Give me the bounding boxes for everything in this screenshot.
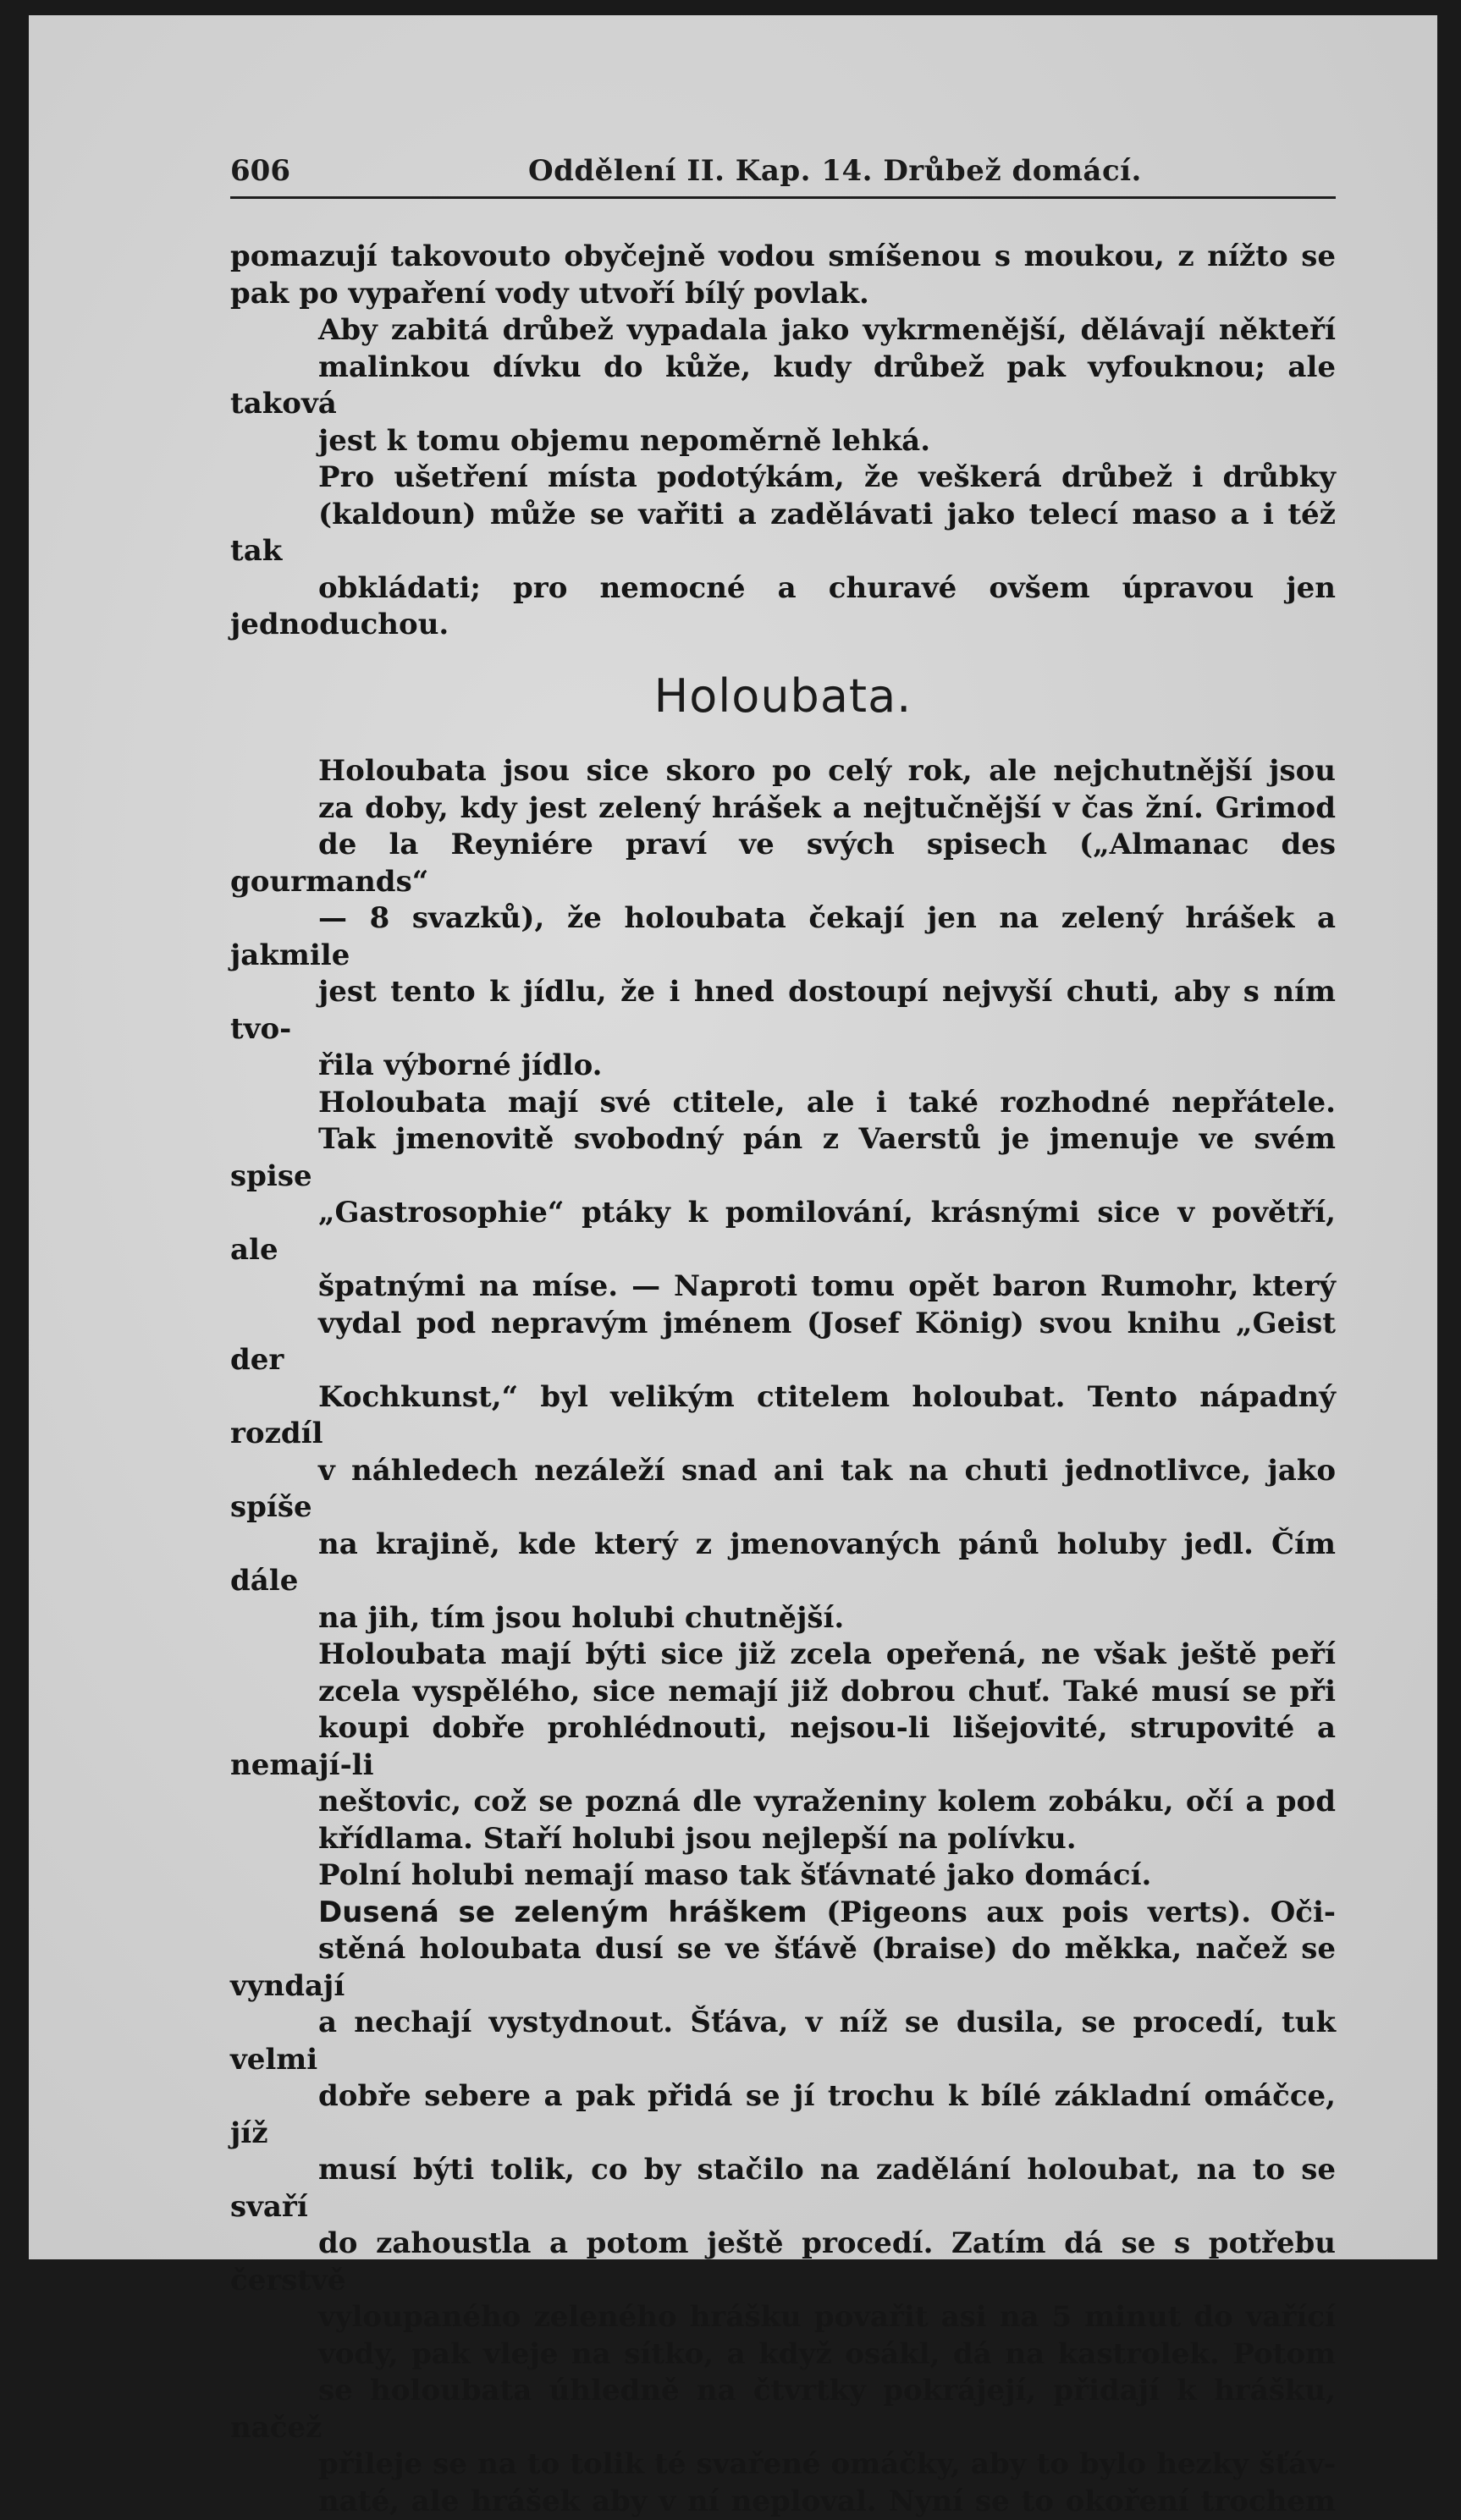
text-line: křídlama. Staří holubi jsou nejlepší na polívku. [230,1821,1336,1858]
text-line: pak po vypaření vody utvoří bílý povlak. [230,276,1336,313]
text-line: do zahoustla a potom ještě procedí. Zatím dá se s potřebu čerstvě [230,2226,1336,2299]
paragraph [230,1085,1336,1637]
text-line: Tak jmenovitě svobodný pán z Vaerstů je jmenuje ve svém spise [230,1121,1336,1195]
text-line: naté, ale hrášek aby v ní neploval. Nyní se to okoření trochem [230,2484,1336,2520]
recipe-title: Dusená se zeleným hráškem [318,1896,808,1929]
recipe-first-line [230,1895,1336,1932]
text-line: „Gastrosophie“ ptáky k pomilování, krásnými sice v povětří, ale [230,1195,1336,1268]
text-line: na jih, tím jsou holubi chutnější. [230,1600,1336,1637]
text-line: — 8 svazků), že holoubata čekají jen na zelený hrášek a jakmile [230,900,1336,974]
text-line: řila výborné jídlo. [230,1048,1336,1085]
text-line: koupi dobře prohlédnouti, nejsou-li lišejovité, strupovité a nemají-li [230,1710,1336,1784]
text-line: zcela vyspělého, sice nemají již dobrou chuť. Také musí se při [230,1674,1336,1711]
text-line: přileje se na to tolik té svařené omáčky, aby to bylo hezky šťáv- [230,2446,1336,2484]
text-line: vody, pak vleje na sítko, a když osákl, dá na kastrolek. Potom [230,2336,1336,2374]
text-line: obkládati; pro nemocné a churavé ovšem úpravou jen jednoduchou. [230,570,1336,644]
text-line: de la Reyniére praví ve svých spisech („Almanac des gourmands“ [230,827,1336,900]
text-line: špatnými na míse. — Naproti tomu opět baron Rumohr, který [230,1268,1336,1306]
text-line: Holoubata jsou sice skoro po celý rok, ale nejchutnější jsou [230,753,1336,790]
text-line: Holoubata mají býti sice již zcela opeřená, ne však ještě peří [230,1637,1336,1674]
text-line: stěná holoubata dusí se ve šťávě (braise) do měkka, načež se vyndají [230,1931,1336,2005]
paragraph [230,1857,1336,1895]
text-line: na krajině, kde který z jmenovaných pánů holuby jedl. Čím dále [230,1527,1336,1600]
recipe-paragraph [230,1895,1336,2520]
text-line: Holoubata mají své ctitele, ale i také rozhodné nepřátele. [230,1085,1336,1122]
text-line: Pro ušetření místa podotýkám, že veškerá drůbež i drůbky [230,459,1336,497]
page-number: 606 [230,154,290,188]
text-line: neštovic, což se pozná dle vyraženiny kolem zobáku, očí a pod [230,1784,1336,1821]
paragraph [230,459,1336,644]
section-title: Holoubata. [230,678,1336,715]
running-head: Oddělení II. Kap. 14. Drůbež domácí. [528,154,1142,188]
paragraph [230,753,1336,1085]
text-line: Polní holubi nemají maso tak šťávnaté jako domácí. [230,1857,1336,1895]
text-line: dobře sebere a pak přidá se jí trochu k bílé základní omáčce, jíž [230,2078,1336,2152]
text-line: se holoubata úhledně na čtvrtky pokrájejí, přidají k hrášku, načež [230,2373,1336,2446]
intro-paragraphs [230,239,1336,644]
recipe-lines [230,1931,1336,2520]
text-line: jest tento k jídlu, že i hned dostoupí nejvyší chuti, aby s ním tvo- [230,974,1336,1048]
text-line: malinkou dívku do kůže, kudy drůbež pak vyfouknou; ale taková [230,349,1336,423]
text-line: vydal pod nepravým jménem (Josef König) svou knihu „Geist der [230,1306,1336,1379]
text-line: jest k tomu objemu nepoměrně lehká. [230,423,1336,460]
body-text [230,239,1336,2520]
text-line: pomazují takovouto obyčejně vodou smíšenou s moukou, z nížto se [230,239,1336,276]
text-line: Kochkunst,“ byl velikým ctitelem holoubat. Tento nápadný rozdíl [230,1379,1336,1453]
paragraph [230,312,1336,459]
page-header [230,146,1336,199]
text-line: za doby, kdy jest zelený hrášek a nejtučnější v čas žní. Grimod [230,790,1336,828]
text-line: musí býti tolik, co by stačilo na zadělání holoubat, na to se svaří [230,2152,1336,2226]
paragraph [230,1637,1336,1857]
text-line: v náhledech nezáleží snad ani tak na chuti jednotlivce, jako spíše [230,1453,1336,1527]
text-line: (kaldoun) může se vařiti a zadělávati jako telecí maso a i též tak [230,497,1336,570]
recipe-first-line-rest: (Pigeons aux pois verts). Oči- [808,1896,1336,1929]
paragraph [230,239,1336,312]
text-line: a nechají vystydnout. Šťáva, v níž se dusila, se procedí, tuk velmi [230,2005,1336,2078]
text-line: vyloupaného zeleného hrášku povařit asi na 5 minut do vařící [230,2299,1336,2336]
text-line: Aby zabitá drůbež vypadala jako vykrmenější, dělávají někteří [230,312,1336,349]
section-paragraphs [230,753,1336,1895]
